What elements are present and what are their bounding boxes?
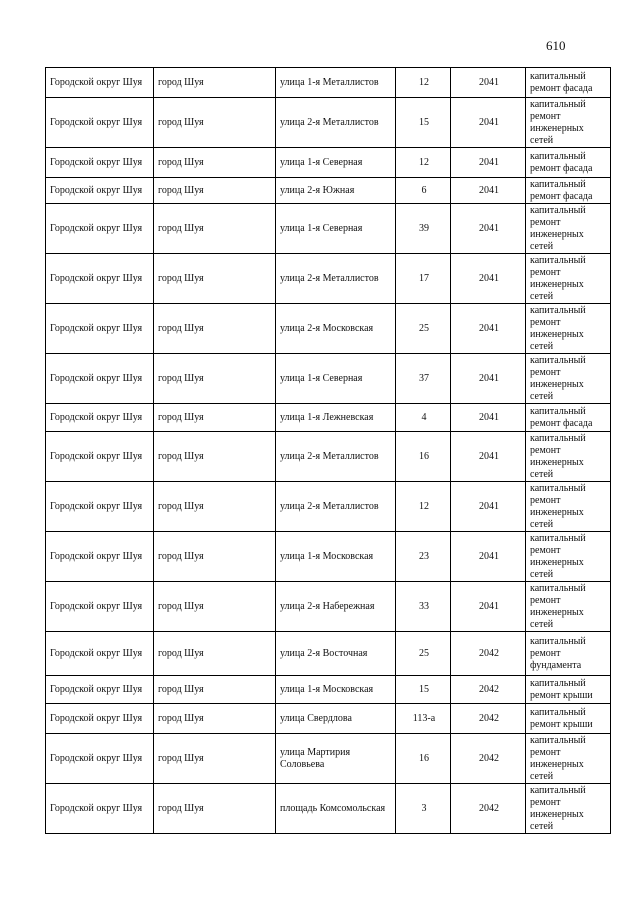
district-cell: Городской округ Шуя xyxy=(46,734,154,784)
district-cell: Городской округ Шуя xyxy=(46,704,154,734)
street-cell: улица 1-я Северная xyxy=(276,354,396,404)
city-cell: город Шуя xyxy=(154,404,276,432)
house-number-cell: 25 xyxy=(396,632,451,676)
street-cell: улица 2-я Набережная xyxy=(276,582,396,632)
year-cell: 2041 xyxy=(451,254,526,304)
year-cell: 2042 xyxy=(451,734,526,784)
district-cell: Городской округ Шуя xyxy=(46,582,154,632)
house-number-cell: 12 xyxy=(396,482,451,532)
work-type-cell: капитальный ремонт фундамента xyxy=(526,632,611,676)
work-type-cell: капитальный ремонт инженерных сетей xyxy=(526,204,611,254)
year-cell: 2041 xyxy=(451,68,526,98)
city-cell: город Шуя xyxy=(154,482,276,532)
table-row xyxy=(46,432,611,482)
work-type-cell: капитальный ремонт инженерных сетей xyxy=(526,98,611,148)
work-type-cell: капитальный ремонт фасада xyxy=(526,178,611,204)
house-number-cell: 4 xyxy=(396,404,451,432)
street-cell: улица 1-я Лежневская xyxy=(276,404,396,432)
district-cell: Городской округ Шуя xyxy=(46,632,154,676)
year-cell: 2042 xyxy=(451,676,526,704)
city-cell: город Шуя xyxy=(154,204,276,254)
repair-schedule-table xyxy=(45,67,611,834)
district-cell: Городской округ Шуя xyxy=(46,98,154,148)
page-number: 610 xyxy=(546,38,566,53)
street-cell: улица 2-я Металлистов xyxy=(276,98,396,148)
year-cell: 2041 xyxy=(451,98,526,148)
work-type-cell: капитальный ремонт инженерных сетей xyxy=(526,784,611,834)
table-row xyxy=(46,632,611,676)
work-type-cell: капитальный ремонт инженерных сетей xyxy=(526,734,611,784)
district-cell: Городской округ Шуя xyxy=(46,532,154,582)
table-row xyxy=(46,676,611,704)
table-row xyxy=(46,68,611,98)
year-cell: 2042 xyxy=(451,704,526,734)
work-type-cell: капитальный ремонт крыши xyxy=(526,676,611,704)
house-number-cell: 33 xyxy=(396,582,451,632)
work-type-cell: капитальный ремонт инженерных сетей xyxy=(526,582,611,632)
city-cell: город Шуя xyxy=(154,676,276,704)
district-cell: Городской округ Шуя xyxy=(46,784,154,834)
work-type-cell: капитальный ремонт фасада xyxy=(526,404,611,432)
year-cell: 2041 xyxy=(451,354,526,404)
house-number-cell: 16 xyxy=(396,432,451,482)
district-cell: Городской округ Шуя xyxy=(46,254,154,304)
district-cell: Городской округ Шуя xyxy=(46,676,154,704)
table-row xyxy=(46,148,611,178)
work-type-cell: капитальный ремонт инженерных сетей xyxy=(526,532,611,582)
house-number-cell: 15 xyxy=(396,676,451,704)
table-body xyxy=(46,68,611,834)
table-row xyxy=(46,254,611,304)
work-type-cell: капитальный ремонт инженерных сетей xyxy=(526,304,611,354)
house-number-cell: 23 xyxy=(396,532,451,582)
house-number-cell: 12 xyxy=(396,148,451,178)
house-number-cell: 113-а xyxy=(396,704,451,734)
street-cell: улица 2-я Металлистов xyxy=(276,432,396,482)
city-cell: город Шуя xyxy=(154,98,276,148)
street-cell: улица 1-я Северная xyxy=(276,148,396,178)
table-row xyxy=(46,734,611,784)
table-row xyxy=(46,532,611,582)
work-type-cell: капитальный ремонт фасада xyxy=(526,68,611,98)
district-cell: Городской округ Шуя xyxy=(46,404,154,432)
street-cell: улица 2-я Металлистов xyxy=(276,482,396,532)
house-number-cell: 39 xyxy=(396,204,451,254)
street-cell: улица 2-я Восточная xyxy=(276,632,396,676)
city-cell: город Шуя xyxy=(154,68,276,98)
year-cell: 2042 xyxy=(451,784,526,834)
table-row xyxy=(46,482,611,532)
work-type-cell: капитальный ремонт крыши xyxy=(526,704,611,734)
year-cell: 2041 xyxy=(451,582,526,632)
street-cell: улица 2-я Южная xyxy=(276,178,396,204)
table-row xyxy=(46,404,611,432)
year-cell: 2041 xyxy=(451,304,526,354)
city-cell: город Шуя xyxy=(154,254,276,304)
city-cell: город Шуя xyxy=(154,148,276,178)
year-cell: 2041 xyxy=(451,482,526,532)
district-cell: Городской округ Шуя xyxy=(46,354,154,404)
work-type-cell: капитальный ремонт инженерных сетей xyxy=(526,254,611,304)
city-cell: город Шуя xyxy=(154,734,276,784)
year-cell: 2041 xyxy=(451,404,526,432)
street-cell: улица 1-я Металлистов xyxy=(276,68,396,98)
street-cell: улица Свердлова xyxy=(276,704,396,734)
street-cell: площадь Комсомольская xyxy=(276,784,396,834)
street-cell: улица 1-я Московская xyxy=(276,676,396,704)
street-cell: улица Мартирия Соловьева xyxy=(276,734,396,784)
city-cell: город Шуя xyxy=(154,582,276,632)
city-cell: город Шуя xyxy=(154,532,276,582)
district-cell: Городской округ Шуя xyxy=(46,178,154,204)
table-row xyxy=(46,304,611,354)
district-cell: Городской округ Шуя xyxy=(46,148,154,178)
street-cell: улица 2-я Московская xyxy=(276,304,396,354)
district-cell: Городской округ Шуя xyxy=(46,432,154,482)
year-cell: 2041 xyxy=(451,532,526,582)
city-cell: город Шуя xyxy=(154,432,276,482)
city-cell: город Шуя xyxy=(154,178,276,204)
table-row xyxy=(46,784,611,834)
street-cell: улица 1-я Северная xyxy=(276,204,396,254)
house-number-cell: 12 xyxy=(396,68,451,98)
year-cell: 2041 xyxy=(451,178,526,204)
city-cell: город Шуя xyxy=(154,632,276,676)
house-number-cell: 3 xyxy=(396,784,451,834)
house-number-cell: 15 xyxy=(396,98,451,148)
house-number-cell: 25 xyxy=(396,304,451,354)
district-cell: Городской округ Шуя xyxy=(46,68,154,98)
work-type-cell: капитальный ремонт инженерных сетей xyxy=(526,432,611,482)
work-type-cell: капитальный ремонт фасада xyxy=(526,148,611,178)
street-cell: улица 2-я Металлистов xyxy=(276,254,396,304)
house-number-cell: 16 xyxy=(396,734,451,784)
district-cell: Городской округ Шуя xyxy=(46,204,154,254)
table-row xyxy=(46,354,611,404)
table-row xyxy=(46,98,611,148)
year-cell: 2041 xyxy=(451,204,526,254)
table-row xyxy=(46,582,611,632)
house-number-cell: 17 xyxy=(396,254,451,304)
house-number-cell: 6 xyxy=(396,178,451,204)
city-cell: город Шуя xyxy=(154,354,276,404)
city-cell: город Шуя xyxy=(154,704,276,734)
table-row xyxy=(46,204,611,254)
table-row xyxy=(46,178,611,204)
year-cell: 2041 xyxy=(451,148,526,178)
district-cell: Городской округ Шуя xyxy=(46,304,154,354)
street-cell: улица 1-я Московская xyxy=(276,532,396,582)
year-cell: 2042 xyxy=(451,632,526,676)
city-cell: город Шуя xyxy=(154,304,276,354)
city-cell: город Шуя xyxy=(154,784,276,834)
house-number-cell: 37 xyxy=(396,354,451,404)
work-type-cell: капитальный ремонт инженерных сетей xyxy=(526,354,611,404)
work-type-cell: капитальный ремонт инженерных сетей xyxy=(526,482,611,532)
year-cell: 2041 xyxy=(451,432,526,482)
table-row xyxy=(46,704,611,734)
district-cell: Городской округ Шуя xyxy=(46,482,154,532)
